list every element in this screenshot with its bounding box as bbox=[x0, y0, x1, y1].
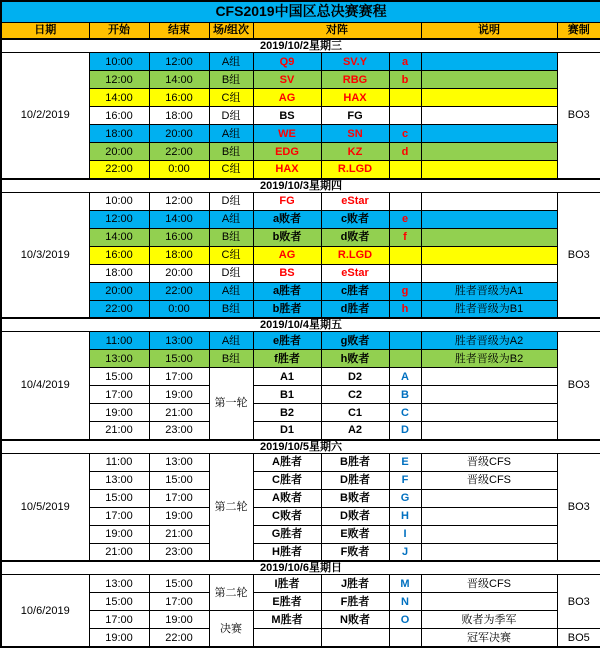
start-time-cell: 11:00 bbox=[89, 332, 149, 350]
group-cell: A组 bbox=[209, 210, 253, 228]
team1-cell: H胜者 bbox=[253, 543, 321, 561]
start-time-cell: 17:00 bbox=[89, 507, 149, 525]
team2-cell: D2 bbox=[321, 368, 389, 386]
section-header: 2019/10/2星期三 bbox=[1, 39, 600, 53]
section-header-row bbox=[1, 561, 600, 575]
match-code-cell: J bbox=[389, 543, 421, 561]
team1-cell: I胜者 bbox=[253, 575, 321, 593]
schedule-row bbox=[1, 471, 600, 489]
format-cell: BO3 bbox=[557, 192, 600, 318]
section-header: 2019/10/6星期日 bbox=[1, 561, 600, 575]
team2-cell: c败者 bbox=[321, 210, 389, 228]
team2-cell: c胜者 bbox=[321, 282, 389, 300]
start-time-cell: 22:00 bbox=[89, 161, 149, 179]
schedule-row bbox=[1, 489, 600, 507]
note-cell bbox=[421, 143, 557, 161]
team2-cell: R.LGD bbox=[321, 161, 389, 179]
title-bar bbox=[1, 1, 600, 22]
match-code-cell: A bbox=[389, 368, 421, 386]
col-header-matchup: 对阵 bbox=[253, 22, 421, 39]
team1-cell: C败者 bbox=[253, 507, 321, 525]
note-cell bbox=[421, 386, 557, 404]
end-time-cell: 18:00 bbox=[149, 107, 209, 125]
end-time-cell: 17:00 bbox=[149, 593, 209, 611]
schedule-row bbox=[1, 192, 600, 210]
team1-cell: A胜者 bbox=[253, 453, 321, 471]
team1-cell: FG bbox=[253, 192, 321, 210]
schedule-row bbox=[1, 575, 600, 593]
note-cell: 冠军决赛 bbox=[421, 629, 557, 647]
start-time-cell: 13:00 bbox=[89, 350, 149, 368]
match-code-cell: f bbox=[389, 228, 421, 246]
match-code-cell: d bbox=[389, 143, 421, 161]
note-cell bbox=[421, 422, 557, 440]
schedule-row bbox=[1, 125, 600, 143]
team2-cell: E败者 bbox=[321, 525, 389, 543]
team2-cell bbox=[321, 629, 389, 647]
end-time-cell: 15:00 bbox=[149, 350, 209, 368]
format-cell: BO5 bbox=[557, 629, 600, 647]
group-cell: B组 bbox=[209, 228, 253, 246]
start-time-cell: 19:00 bbox=[89, 404, 149, 422]
team1-cell: A1 bbox=[253, 368, 321, 386]
end-time-cell: 12:00 bbox=[149, 192, 209, 210]
end-time-cell: 17:00 bbox=[149, 489, 209, 507]
team1-cell: WE bbox=[253, 125, 321, 143]
team2-cell: d败者 bbox=[321, 228, 389, 246]
start-time-cell: 16:00 bbox=[89, 246, 149, 264]
match-code-cell: I bbox=[389, 525, 421, 543]
start-time-cell: 21:00 bbox=[89, 422, 149, 440]
match-code-cell: C bbox=[389, 404, 421, 422]
team2-cell: eStar bbox=[321, 192, 389, 210]
format-cell: BO3 bbox=[557, 453, 600, 561]
schedule-row bbox=[1, 71, 600, 89]
start-time-cell: 14:00 bbox=[89, 228, 149, 246]
start-time-cell: 21:00 bbox=[89, 543, 149, 561]
schedule-row bbox=[1, 453, 600, 471]
end-time-cell: 0:00 bbox=[149, 161, 209, 179]
group-cell: B组 bbox=[209, 350, 253, 368]
start-time-cell: 19:00 bbox=[89, 629, 149, 647]
note-cell: 晋级CFS bbox=[421, 453, 557, 471]
team2-cell: SN bbox=[321, 125, 389, 143]
section-header-row bbox=[1, 440, 600, 454]
team2-cell: SV.Y bbox=[321, 53, 389, 71]
team1-cell: f胜者 bbox=[253, 350, 321, 368]
end-time-cell: 19:00 bbox=[149, 386, 209, 404]
note-cell bbox=[421, 161, 557, 179]
schedule-row bbox=[1, 611, 600, 629]
date-cell: 10/3/2019 bbox=[1, 192, 89, 318]
team2-cell: d胜者 bbox=[321, 300, 389, 318]
team2-cell: RBG bbox=[321, 71, 389, 89]
start-time-cell: 14:00 bbox=[89, 89, 149, 107]
end-time-cell: 22:00 bbox=[149, 143, 209, 161]
note-cell: 胜者晋级为B2 bbox=[421, 350, 557, 368]
start-time-cell: 10:00 bbox=[89, 53, 149, 71]
start-time-cell: 13:00 bbox=[89, 575, 149, 593]
schedule-row bbox=[1, 368, 600, 386]
note-cell bbox=[421, 71, 557, 89]
team1-cell: B1 bbox=[253, 386, 321, 404]
note-cell bbox=[421, 89, 557, 107]
match-code-cell: N bbox=[389, 593, 421, 611]
format-cell: BO3 bbox=[557, 575, 600, 629]
team2-cell: KZ bbox=[321, 143, 389, 161]
end-time-cell: 0:00 bbox=[149, 300, 209, 318]
end-time-cell: 14:00 bbox=[149, 210, 209, 228]
section-header-row bbox=[1, 318, 600, 332]
team2-cell: J胜者 bbox=[321, 575, 389, 593]
match-code-cell bbox=[389, 89, 421, 107]
col-header-start: 开始 bbox=[89, 22, 149, 39]
note-cell bbox=[421, 125, 557, 143]
start-time-cell: 15:00 bbox=[89, 489, 149, 507]
section-header: 2019/10/4星期五 bbox=[1, 318, 600, 332]
start-time-cell: 16:00 bbox=[89, 107, 149, 125]
start-time-cell: 15:00 bbox=[89, 368, 149, 386]
end-time-cell: 12:00 bbox=[149, 53, 209, 71]
group-cell: 第二轮 bbox=[209, 575, 253, 611]
col-header-end: 结束 bbox=[149, 22, 209, 39]
col-header-note: 说明 bbox=[421, 22, 557, 39]
team1-cell bbox=[253, 629, 321, 647]
group-cell: C组 bbox=[209, 161, 253, 179]
schedule-row bbox=[1, 143, 600, 161]
start-time-cell: 12:00 bbox=[89, 210, 149, 228]
end-time-cell: 13:00 bbox=[149, 332, 209, 350]
format-cell: BO3 bbox=[557, 332, 600, 440]
end-time-cell: 22:00 bbox=[149, 282, 209, 300]
team1-cell: a败者 bbox=[253, 210, 321, 228]
schedule-row bbox=[1, 228, 600, 246]
note-cell bbox=[421, 593, 557, 611]
match-code-cell: b bbox=[389, 71, 421, 89]
match-code-cell: O bbox=[389, 611, 421, 629]
schedule-row bbox=[1, 350, 600, 368]
end-time-cell: 20:00 bbox=[149, 125, 209, 143]
end-time-cell: 18:00 bbox=[149, 246, 209, 264]
note-cell bbox=[421, 507, 557, 525]
note-cell bbox=[421, 107, 557, 125]
note-cell bbox=[421, 192, 557, 210]
team1-cell: G胜者 bbox=[253, 525, 321, 543]
schedule-row bbox=[1, 107, 600, 125]
column-header-row bbox=[1, 22, 600, 39]
team1-cell: b败者 bbox=[253, 228, 321, 246]
team1-cell: BS bbox=[253, 264, 321, 282]
start-time-cell: 12:00 bbox=[89, 71, 149, 89]
team2-cell: D胜者 bbox=[321, 471, 389, 489]
team2-cell: B胜者 bbox=[321, 453, 389, 471]
end-time-cell: 19:00 bbox=[149, 507, 209, 525]
note-cell bbox=[421, 264, 557, 282]
group-cell: A组 bbox=[209, 125, 253, 143]
team2-cell: D败者 bbox=[321, 507, 389, 525]
team1-cell: a胜者 bbox=[253, 282, 321, 300]
match-code-cell: M bbox=[389, 575, 421, 593]
start-time-cell: 11:00 bbox=[89, 453, 149, 471]
schedule-row bbox=[1, 282, 600, 300]
start-time-cell: 20:00 bbox=[89, 143, 149, 161]
match-code-cell: E bbox=[389, 453, 421, 471]
match-code-cell: e bbox=[389, 210, 421, 228]
match-code-cell bbox=[389, 264, 421, 282]
start-time-cell: 19:00 bbox=[89, 525, 149, 543]
match-code-cell bbox=[389, 246, 421, 264]
schedule-row bbox=[1, 53, 600, 71]
col-header-format: 赛制 bbox=[557, 22, 600, 39]
end-time-cell: 20:00 bbox=[149, 264, 209, 282]
schedule-row bbox=[1, 246, 600, 264]
section-header: 2019/10/3星期四 bbox=[1, 179, 600, 193]
match-code-cell: F bbox=[389, 471, 421, 489]
note-cell: 晋级CFS bbox=[421, 471, 557, 489]
match-code-cell bbox=[389, 192, 421, 210]
end-time-cell: 16:00 bbox=[149, 89, 209, 107]
group-cell: B组 bbox=[209, 71, 253, 89]
team2-cell: B败者 bbox=[321, 489, 389, 507]
note-cell: 败者为季军 bbox=[421, 611, 557, 629]
team1-cell: AG bbox=[253, 89, 321, 107]
start-time-cell: 15:00 bbox=[89, 593, 149, 611]
match-code-cell bbox=[389, 629, 421, 647]
format-cell: BO3 bbox=[557, 53, 600, 179]
match-code-cell: H bbox=[389, 507, 421, 525]
end-time-cell: 13:00 bbox=[149, 453, 209, 471]
group-cell: 第一轮 bbox=[209, 368, 253, 440]
group-cell: B组 bbox=[209, 143, 253, 161]
group-cell: 决赛 bbox=[209, 611, 253, 647]
start-time-cell: 13:00 bbox=[89, 471, 149, 489]
team1-cell: E胜者 bbox=[253, 593, 321, 611]
group-cell: C组 bbox=[209, 246, 253, 264]
note-cell bbox=[421, 404, 557, 422]
schedule-row bbox=[1, 210, 600, 228]
team1-cell: EDG bbox=[253, 143, 321, 161]
note-cell: 胜者晋级为A2 bbox=[421, 332, 557, 350]
date-cell: 10/5/2019 bbox=[1, 453, 89, 561]
end-time-cell: 23:00 bbox=[149, 543, 209, 561]
team2-cell: A2 bbox=[321, 422, 389, 440]
team2-cell: HAX bbox=[321, 89, 389, 107]
start-time-cell: 20:00 bbox=[89, 282, 149, 300]
group-cell: A组 bbox=[209, 282, 253, 300]
schedule-row bbox=[1, 422, 600, 440]
end-time-cell: 21:00 bbox=[149, 525, 209, 543]
end-time-cell: 22:00 bbox=[149, 629, 209, 647]
end-time-cell: 15:00 bbox=[149, 471, 209, 489]
schedule-row bbox=[1, 264, 600, 282]
schedule-row bbox=[1, 300, 600, 318]
team1-cell: BS bbox=[253, 107, 321, 125]
match-code-cell bbox=[389, 350, 421, 368]
team1-cell: AG bbox=[253, 246, 321, 264]
team2-cell: F败者 bbox=[321, 543, 389, 561]
group-cell: A组 bbox=[209, 332, 253, 350]
note-cell bbox=[421, 543, 557, 561]
group-cell: 第二轮 bbox=[209, 453, 253, 561]
match-code-cell: D bbox=[389, 422, 421, 440]
match-code-cell bbox=[389, 161, 421, 179]
schedule-row bbox=[1, 593, 600, 611]
end-time-cell: 15:00 bbox=[149, 575, 209, 593]
end-time-cell: 14:00 bbox=[149, 71, 209, 89]
team2-cell: N败者 bbox=[321, 611, 389, 629]
match-code-cell: G bbox=[389, 489, 421, 507]
start-time-cell: 22:00 bbox=[89, 300, 149, 318]
end-time-cell: 23:00 bbox=[149, 422, 209, 440]
team2-cell: R.LGD bbox=[321, 246, 389, 264]
team2-cell: g败者 bbox=[321, 332, 389, 350]
note-cell bbox=[421, 210, 557, 228]
schedule-row bbox=[1, 332, 600, 350]
schedule-row bbox=[1, 386, 600, 404]
team1-cell: M胜者 bbox=[253, 611, 321, 629]
end-time-cell: 19:00 bbox=[149, 611, 209, 629]
team1-cell: e胜者 bbox=[253, 332, 321, 350]
match-code-cell bbox=[389, 107, 421, 125]
note-cell bbox=[421, 53, 557, 71]
schedule-row bbox=[1, 89, 600, 107]
note-cell bbox=[421, 228, 557, 246]
page-title: CFS2019中国区总决赛赛程 bbox=[1, 1, 600, 22]
end-time-cell: 17:00 bbox=[149, 368, 209, 386]
team2-cell: F胜者 bbox=[321, 593, 389, 611]
group-cell: D组 bbox=[209, 264, 253, 282]
team1-cell: C胜者 bbox=[253, 471, 321, 489]
team2-cell: FG bbox=[321, 107, 389, 125]
group-cell: A组 bbox=[209, 53, 253, 71]
note-cell: 晋级CFS bbox=[421, 575, 557, 593]
schedule-row bbox=[1, 507, 600, 525]
section-header-row bbox=[1, 179, 600, 193]
schedule-row bbox=[1, 525, 600, 543]
note-cell bbox=[421, 489, 557, 507]
note-cell bbox=[421, 246, 557, 264]
match-code-cell: h bbox=[389, 300, 421, 318]
note-cell bbox=[421, 525, 557, 543]
note-cell: 胜者晋级为B1 bbox=[421, 300, 557, 318]
match-code-cell: c bbox=[389, 125, 421, 143]
match-code-cell bbox=[389, 332, 421, 350]
end-time-cell: 16:00 bbox=[149, 228, 209, 246]
end-time-cell: 21:00 bbox=[149, 404, 209, 422]
schedule-row bbox=[1, 161, 600, 179]
section-header-row bbox=[1, 39, 600, 53]
team1-cell: B2 bbox=[253, 404, 321, 422]
team1-cell: Q9 bbox=[253, 53, 321, 71]
note-cell bbox=[421, 368, 557, 386]
group-cell: D组 bbox=[209, 107, 253, 125]
team2-cell: C2 bbox=[321, 386, 389, 404]
start-time-cell: 10:00 bbox=[89, 192, 149, 210]
start-time-cell: 17:00 bbox=[89, 386, 149, 404]
col-header-date: 日期 bbox=[1, 22, 89, 39]
start-time-cell: 18:00 bbox=[89, 125, 149, 143]
team2-cell: eStar bbox=[321, 264, 389, 282]
start-time-cell: 18:00 bbox=[89, 264, 149, 282]
team1-cell: D1 bbox=[253, 422, 321, 440]
date-cell: 10/2/2019 bbox=[1, 53, 89, 179]
note-cell: 胜者晋级为A1 bbox=[421, 282, 557, 300]
group-cell: C组 bbox=[209, 89, 253, 107]
schedule-row bbox=[1, 404, 600, 422]
date-cell: 10/4/2019 bbox=[1, 332, 89, 440]
schedule-row bbox=[1, 629, 600, 647]
section-header: 2019/10/5星期六 bbox=[1, 440, 600, 454]
group-cell: B组 bbox=[209, 300, 253, 318]
match-code-cell: B bbox=[389, 386, 421, 404]
team1-cell: A败者 bbox=[253, 489, 321, 507]
group-cell: D组 bbox=[209, 192, 253, 210]
team2-cell: C1 bbox=[321, 404, 389, 422]
match-code-cell: a bbox=[389, 53, 421, 71]
schedule-row bbox=[1, 543, 600, 561]
start-time-cell: 17:00 bbox=[89, 611, 149, 629]
team1-cell: HAX bbox=[253, 161, 321, 179]
team2-cell: h败者 bbox=[321, 350, 389, 368]
team1-cell: SV bbox=[253, 71, 321, 89]
col-header-group: 场/组次 bbox=[209, 22, 253, 39]
match-code-cell: g bbox=[389, 282, 421, 300]
schedule-body bbox=[1, 39, 600, 647]
team1-cell: b胜者 bbox=[253, 300, 321, 318]
date-cell: 10/6/2019 bbox=[1, 575, 89, 647]
